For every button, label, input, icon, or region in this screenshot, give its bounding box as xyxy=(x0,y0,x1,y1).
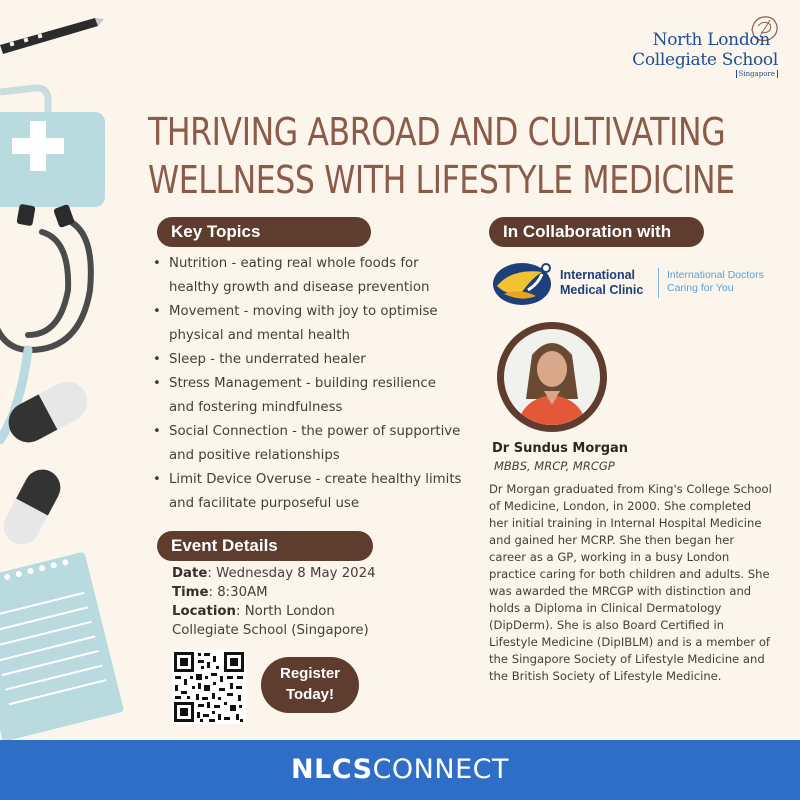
title-line1: THRIVING ABROAD AND CULTIVATING xyxy=(148,110,726,154)
notepad-icon xyxy=(0,551,124,741)
title-line2: WELLNESS WITH LIFESTYLE MEDICINE xyxy=(148,158,735,202)
register-button[interactable] xyxy=(261,657,359,713)
list-item: • Social Connection - the power of supportive and positive relationships xyxy=(152,420,462,468)
partner-divider xyxy=(658,268,659,298)
list-item: • Stress Management - building resilience and fostering mindfulness xyxy=(152,372,462,420)
speaker-photo xyxy=(497,322,607,432)
speaker-name: Dr Sundus Morgan xyxy=(492,441,629,456)
collaboration-heading: In Collaboration with xyxy=(489,217,704,247)
register-label-line2: Today! xyxy=(285,686,335,703)
location-value: : North London Collegiate School (Singapore) xyxy=(172,604,369,638)
footer-bar xyxy=(0,740,800,800)
partner-name-line2: Medical Clinic xyxy=(560,283,644,297)
first-aid-kit-icon xyxy=(0,88,105,207)
date-value: : Wednesday 8 May 2024 xyxy=(207,566,376,581)
school-name-line1: North London xyxy=(652,30,770,50)
qr-code-icon[interactable] xyxy=(172,650,246,724)
speaker-qualifications: MBBS, MRCP, MRCGP xyxy=(494,459,615,473)
footer-logo-bold: NLCS xyxy=(291,754,373,785)
event-details-heading: Event Details xyxy=(157,531,373,561)
location-label: Location xyxy=(172,604,236,619)
footer-logo xyxy=(0,740,800,800)
time-value: : 8:30AM xyxy=(208,585,268,600)
partner-name xyxy=(560,268,643,298)
school-logo xyxy=(620,12,790,82)
school-name-line2: Collegiate School xyxy=(632,50,778,70)
register-label-line1: Register xyxy=(279,665,341,682)
list-item: • Limit Device Overuse - create healthy limits and facilitate purposeful use xyxy=(152,468,462,516)
partner-tagline-line1: International Doctors xyxy=(667,269,764,281)
list-item: • Nutrition - eating real whole foods for healthy growth and disease prevention xyxy=(152,252,462,300)
list-item: • Movement - moving with joy to optimise physical and mental health xyxy=(152,300,462,348)
event-time xyxy=(172,583,392,602)
footer-logo-light: CONNECT xyxy=(372,754,509,785)
speaker-portrait-image xyxy=(504,329,600,425)
clinic-logo-icon xyxy=(492,258,558,308)
partner-logo xyxy=(492,258,792,308)
time-label: Time xyxy=(172,585,209,600)
qr-code-graphic xyxy=(172,650,246,724)
key-topics-list xyxy=(152,252,462,516)
date-label: Date xyxy=(172,566,208,581)
partner-tagline xyxy=(667,269,764,295)
pill-capsule-icon xyxy=(0,463,67,551)
list-item: • Sleep - the underrated healer xyxy=(152,348,462,372)
speaker-bio: Dr Morgan graduated from King's College School of Medicine, London, in 2000. She completed her initial training in Internal Hospital Medicine and gained her MCRP. She then began her career as a GP, working in a busy London practice caring for both children and adults. She was awarded the MRCGP with distinction and holds a Diploma in Clinical Dermatology (DipDerm). She is also Board Certified in Lifestyle Medicine (DipIBLM) and is a member of the Singapore Society of Lifestyle Medicine and the British Society of Lifestyle Medicine. xyxy=(489,482,772,683)
event-location xyxy=(172,602,392,640)
pill-capsule-icon xyxy=(2,375,95,450)
school-name-location: Singapore xyxy=(736,70,778,78)
partner-tagline-line2: Caring for You xyxy=(667,282,734,294)
event-date xyxy=(172,564,392,583)
partner-name-line1: International xyxy=(560,268,636,282)
page-title xyxy=(148,108,735,204)
pen-icon xyxy=(0,18,104,54)
event-details xyxy=(172,564,392,640)
stethoscope-icon xyxy=(0,204,91,440)
key-topics-heading: Key Topics xyxy=(157,217,371,247)
